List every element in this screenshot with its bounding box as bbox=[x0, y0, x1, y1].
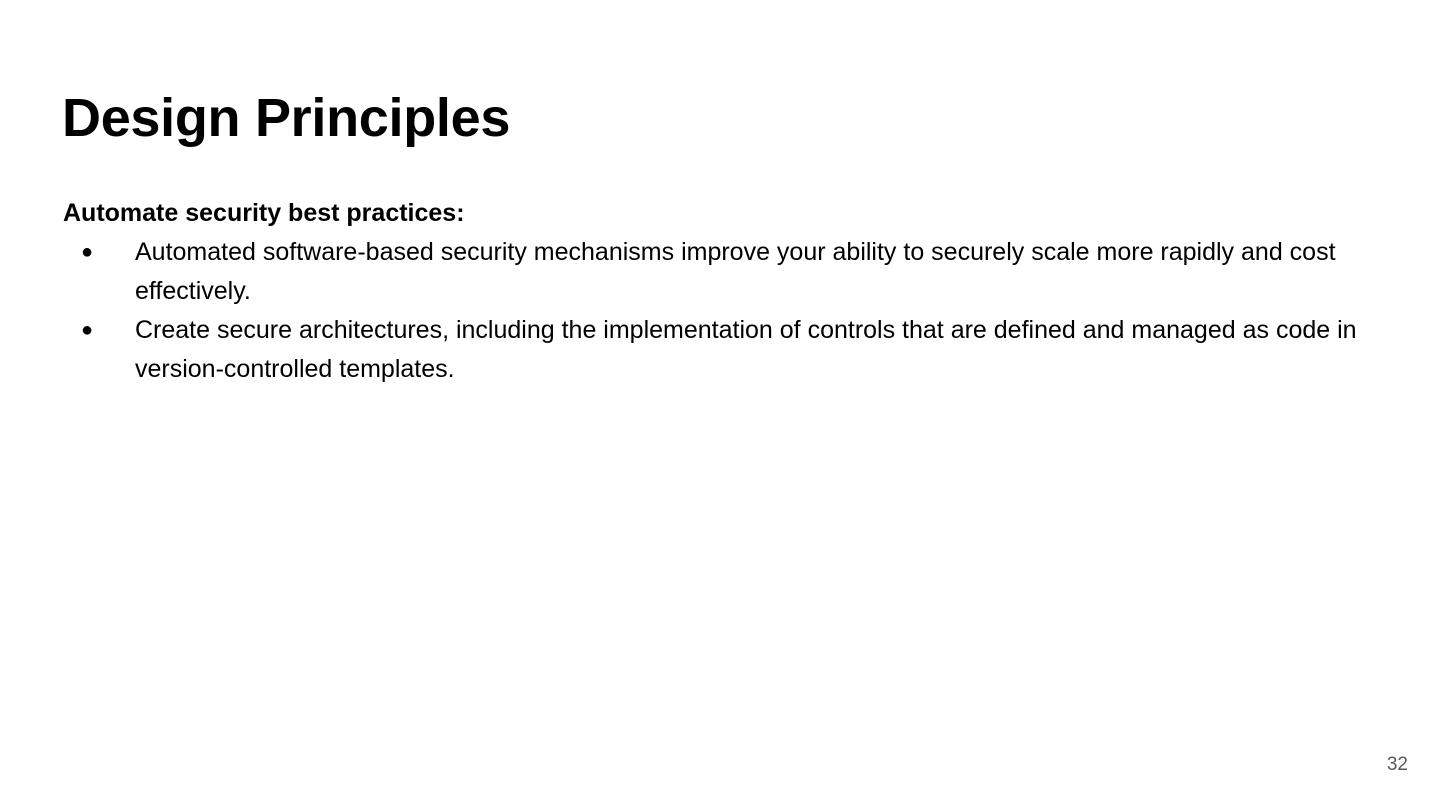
slide-title: Design Principles bbox=[62, 88, 511, 148]
slide-body bbox=[63, 194, 1383, 389]
bullet-text: Create secure architectures, including the implementation of controls that are defined and managed as code in version-controlled templates. bbox=[135, 316, 1357, 383]
bullet-list bbox=[63, 233, 1383, 389]
bullet-item bbox=[63, 311, 1383, 389]
section-subheading: Automate security best practices: bbox=[63, 199, 465, 227]
bullet-icon: ● bbox=[81, 319, 94, 341]
bullet-icon: ● bbox=[81, 241, 94, 263]
bullet-text: Automated software-based security mechanisms improve your ability to securely scale more rapidly and cost effectively. bbox=[135, 238, 1336, 305]
bullet-item bbox=[63, 233, 1383, 311]
page-number: 32 bbox=[1386, 754, 1408, 775]
